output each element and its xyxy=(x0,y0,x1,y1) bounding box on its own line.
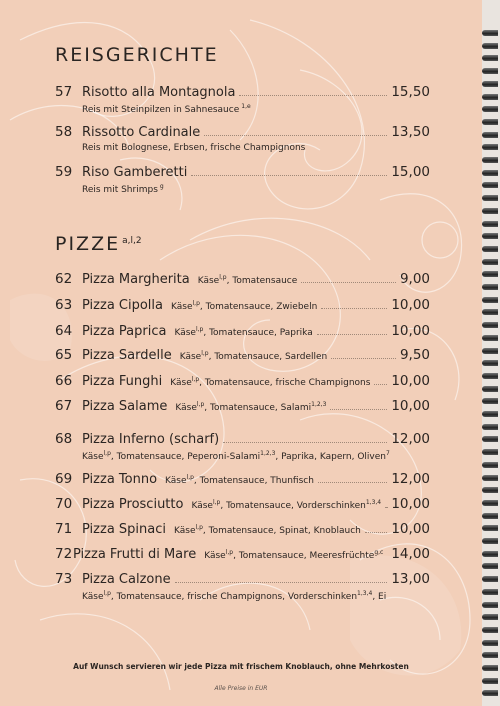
menu-item-line xyxy=(55,398,430,416)
ingredient-text: Käse xyxy=(179,352,202,362)
allergen-code: l,p xyxy=(191,376,200,383)
item-number: 64 xyxy=(55,323,73,339)
binding-ring xyxy=(482,449,498,455)
binding-ring xyxy=(482,640,498,646)
binding-ring xyxy=(482,284,498,290)
allergen-code: g,c xyxy=(374,549,384,556)
binding-ring xyxy=(482,398,498,404)
allergen-code: 7 xyxy=(386,450,390,457)
ingredient-text: , Tomatensauce, Vorderschinken xyxy=(220,501,366,511)
menu-item-line xyxy=(55,521,430,539)
menu-item xyxy=(55,398,430,416)
item-ingredients xyxy=(171,300,317,312)
item-number: 69 xyxy=(55,471,73,487)
price-currency-note: Alle Preise in EUR xyxy=(214,685,268,692)
ingredient-text: , Tomatensauce, frische Champignons, Vorderschinken xyxy=(110,592,358,602)
binding-ring xyxy=(482,94,498,100)
menu-item xyxy=(55,84,430,115)
binding-ring xyxy=(482,678,498,684)
item-name: Riso Gamberetti xyxy=(82,165,188,180)
ingredient-text: Käse xyxy=(174,526,196,536)
allergen-code: l,p xyxy=(225,549,234,556)
item-name: Pizza Margherita xyxy=(82,272,190,287)
section-title-rice: REISGERICHTE xyxy=(55,44,219,66)
binding-ring xyxy=(482,170,498,176)
menu-item-line xyxy=(55,297,430,315)
item-name: Pizza Spinaci xyxy=(82,522,166,537)
item-name: Rissotto Cardinale xyxy=(82,125,201,140)
binding-ring xyxy=(482,144,498,150)
item-price: 9,50 xyxy=(399,347,430,363)
item-ingredients xyxy=(82,450,430,462)
allergen-code: l,p xyxy=(186,474,194,481)
allergen-code: 1,3,4 xyxy=(365,499,382,506)
ingredient-text: Käse xyxy=(197,276,220,286)
menu-item-line xyxy=(55,373,430,391)
item-price: 14,00 xyxy=(391,546,430,562)
ingredient-text: Käse xyxy=(171,302,193,312)
item-number: 66 xyxy=(55,373,73,389)
item-price: 12,00 xyxy=(391,431,430,447)
menu-item xyxy=(55,164,430,195)
menu-item-line xyxy=(55,431,430,449)
ingredient-text: , Ei xyxy=(372,592,387,602)
binding-ring xyxy=(482,627,498,633)
binding-ring xyxy=(482,132,498,138)
binding-ring xyxy=(482,259,498,265)
menu-item xyxy=(55,271,430,289)
item-number: 58 xyxy=(55,124,73,140)
item-name: Pizza Paprica xyxy=(82,324,167,339)
allergen-code: 1,2,3 xyxy=(311,401,327,408)
menu-item-line xyxy=(55,496,430,514)
item-number: 72 xyxy=(55,546,73,562)
menu-item xyxy=(55,347,430,365)
allergen-code: l,p xyxy=(219,274,227,281)
ingredient-text: Käse xyxy=(82,592,104,602)
item-price: 13,00 xyxy=(391,571,430,587)
ingredient-text: Käse xyxy=(174,328,196,338)
item-number: 67 xyxy=(55,398,73,414)
binding-ring xyxy=(482,182,498,188)
binding-ring xyxy=(482,436,498,442)
dotted-leader xyxy=(239,95,387,96)
menu-item-line xyxy=(55,164,430,182)
menu-item xyxy=(55,297,430,315)
binding-ring xyxy=(482,513,498,519)
ingredient-text: , Tomatensauce, Thunfisch xyxy=(193,476,314,486)
menu-item-line xyxy=(55,471,430,489)
item-ingredients xyxy=(82,590,430,602)
dotted-leader xyxy=(330,409,387,410)
dotted-leader xyxy=(175,582,388,583)
binding-ring xyxy=(482,297,498,303)
binding-ring xyxy=(482,576,498,582)
item-price: 10,00 xyxy=(391,521,430,537)
dotted-leader xyxy=(223,442,387,443)
item-price: 9,00 xyxy=(399,271,430,287)
item-number: 59 xyxy=(55,164,73,180)
garlic-note: Auf Wunsch servieren wir jede Pizza mit frischem Knoblauch, ohne Mehrkosten xyxy=(73,662,409,671)
item-name: Pizza Calzone xyxy=(82,572,171,587)
item-price: 15,00 xyxy=(391,164,430,180)
item-name: Risotto alla Montagnola xyxy=(82,85,236,100)
binding-ring xyxy=(482,614,498,620)
item-number: 71 xyxy=(55,521,73,537)
menu-item xyxy=(55,124,430,153)
dotted-leader xyxy=(321,308,387,309)
item-description-text: Reis mit Bolognese, Erbsen, frische Champignons xyxy=(82,143,306,153)
item-description-text: Reis mit Steinpilzen in Sahnesauce xyxy=(82,105,240,115)
ingredient-text: , Tomatensauce, Salami xyxy=(204,403,312,413)
item-description xyxy=(82,183,430,195)
binding-ring xyxy=(482,30,498,36)
menu-item xyxy=(55,373,430,391)
binding-ring xyxy=(482,563,498,569)
item-number: 57 xyxy=(55,84,73,100)
allergen-code: l,p xyxy=(212,499,221,506)
binding-ring xyxy=(482,525,498,531)
dotted-leader xyxy=(385,507,387,508)
binding-ring xyxy=(482,119,498,125)
allergen-code: l,p xyxy=(195,326,204,333)
ingredient-text: Käse xyxy=(191,501,213,511)
item-price: 12,00 xyxy=(391,471,430,487)
menu-item xyxy=(55,546,430,564)
item-ingredients xyxy=(165,474,314,486)
binding-ring xyxy=(482,487,498,493)
binding-ring xyxy=(482,665,498,671)
dotted-leader xyxy=(317,334,388,335)
binding-ring xyxy=(482,589,498,595)
item-ingredients xyxy=(170,376,370,388)
allergen-code: l,p xyxy=(195,524,203,531)
allergen-code: l,p xyxy=(103,450,111,457)
binding-ring xyxy=(482,360,498,366)
item-description xyxy=(82,143,430,153)
dotted-leader xyxy=(204,135,387,136)
item-description-text: Reis mit Shrimps xyxy=(82,185,158,195)
binding-ring xyxy=(482,233,498,239)
item-number: 65 xyxy=(55,347,73,363)
binding-ring xyxy=(482,386,498,392)
item-price: 13,50 xyxy=(391,124,430,140)
item-ingredients xyxy=(174,524,361,536)
dotted-leader xyxy=(365,532,387,533)
binding-ring xyxy=(482,602,498,608)
binding-ring xyxy=(482,538,498,544)
item-price: 10,00 xyxy=(391,323,430,339)
item-name: Pizza Tonno xyxy=(82,472,158,487)
binding-ring xyxy=(482,373,498,379)
menu-item-line xyxy=(55,124,430,142)
dotted-leader xyxy=(331,358,396,359)
binding-ring xyxy=(482,500,498,506)
menu-item-line xyxy=(55,546,430,564)
allergen-code: l,p xyxy=(201,350,209,357)
binding-ring xyxy=(482,348,498,354)
menu-item-line xyxy=(55,271,430,289)
binding-ring xyxy=(482,690,498,696)
allergen-code: 1,2,3 xyxy=(260,450,276,457)
allergen-code: l,p xyxy=(103,590,111,597)
binding-ring xyxy=(482,106,498,112)
ingredient-text: , Tomatensauce xyxy=(226,276,298,286)
spiral-binding xyxy=(478,0,500,706)
binding-ring xyxy=(482,551,498,557)
dotted-leader xyxy=(374,384,387,385)
binding-ring xyxy=(482,246,498,252)
item-price: 15,50 xyxy=(391,84,430,100)
ingredient-text: , Paprika, Kapern, Oliven xyxy=(275,452,386,462)
binding-ring xyxy=(482,475,498,481)
item-price: 10,00 xyxy=(391,398,430,414)
ingredient-text: Käse xyxy=(204,551,226,561)
item-number: 68 xyxy=(55,431,73,447)
binding-ring xyxy=(482,462,498,468)
item-number: 63 xyxy=(55,297,73,313)
binding-ring xyxy=(482,322,498,328)
ingredient-text: Käse xyxy=(170,378,192,388)
ingredient-text: , Tomatensauce, Zwiebeln xyxy=(199,302,318,312)
menu-item-line xyxy=(55,323,430,341)
ingredient-text: Käse xyxy=(82,452,104,462)
binding-ring xyxy=(482,221,498,227)
menu-item xyxy=(55,571,430,602)
item-price: 10,00 xyxy=(391,496,430,512)
binding-ring xyxy=(482,309,498,315)
item-ingredients xyxy=(174,326,312,338)
ingredient-text: , Tomatensauce, Sardellen xyxy=(208,352,328,362)
item-ingredients xyxy=(204,549,383,561)
item-name: Pizza Sardelle xyxy=(82,348,172,363)
allergen-code: 1,3,4 xyxy=(357,590,373,597)
item-name: Pizza Frutti di Mare xyxy=(73,547,197,562)
item-ingredients xyxy=(180,350,328,362)
item-name: Pizza Prosciutto xyxy=(82,497,184,512)
item-number: 70 xyxy=(55,496,73,512)
item-number: 73 xyxy=(55,571,73,587)
menu-item xyxy=(55,471,430,489)
binding-ring xyxy=(482,43,498,49)
binding-ring xyxy=(482,271,498,277)
binding-ring xyxy=(482,68,498,74)
dotted-leader xyxy=(191,175,387,176)
menu-item xyxy=(55,323,430,341)
binding-ring xyxy=(482,157,498,163)
allergen-code: g xyxy=(159,183,164,190)
item-ingredients xyxy=(198,274,298,286)
item-name: Pizza Funghi xyxy=(82,374,163,389)
item-ingredients xyxy=(175,401,326,413)
ingredient-text: , Tomatensauce, Paprika xyxy=(203,328,313,338)
binding-ring xyxy=(482,411,498,417)
item-name: Pizza Cipolla xyxy=(82,298,163,313)
binding-ring xyxy=(482,195,498,201)
menu-item xyxy=(55,521,430,539)
binding-ring xyxy=(482,81,498,87)
item-ingredients xyxy=(191,499,381,511)
item-price: 10,00 xyxy=(391,373,430,389)
ingredient-text: , Tomatensauce, Peperoni-Salami xyxy=(110,452,261,462)
item-name: Pizza Inferno (scharf) xyxy=(82,432,220,447)
item-number: 62 xyxy=(55,271,73,287)
binding-ring xyxy=(482,208,498,214)
menu-item-line xyxy=(55,84,430,102)
binding-ring xyxy=(482,55,498,61)
section-title-pizza: PIZZE $^{a,l,2}$ xyxy=(55,233,142,255)
binding-ring xyxy=(482,335,498,341)
allergen-code: 1,e xyxy=(241,103,251,110)
binding-ring xyxy=(482,652,498,658)
ingredient-text: , Tomatensauce, frische Champignons xyxy=(199,378,371,388)
ingredient-text: , Tomatensauce, Spinat, Knoblauch xyxy=(202,526,361,536)
dotted-leader xyxy=(301,282,396,283)
item-description xyxy=(82,103,430,115)
ingredient-text: Käse xyxy=(165,476,187,486)
item-price: 10,00 xyxy=(391,297,430,313)
item-name: Pizza Salame xyxy=(82,399,168,414)
menu-item-line xyxy=(55,347,430,365)
allergen-code: l,p xyxy=(196,401,205,408)
allergen-code: l,p xyxy=(192,300,200,307)
menu-item xyxy=(55,431,430,462)
ingredient-text: , Tomatensauce, Meeresfrüchte xyxy=(233,551,375,561)
dotted-leader xyxy=(318,482,387,483)
menu-item xyxy=(55,496,430,514)
menu-item-line xyxy=(55,571,430,589)
ingredient-text: Käse xyxy=(175,403,197,413)
binding-ring xyxy=(482,424,498,430)
